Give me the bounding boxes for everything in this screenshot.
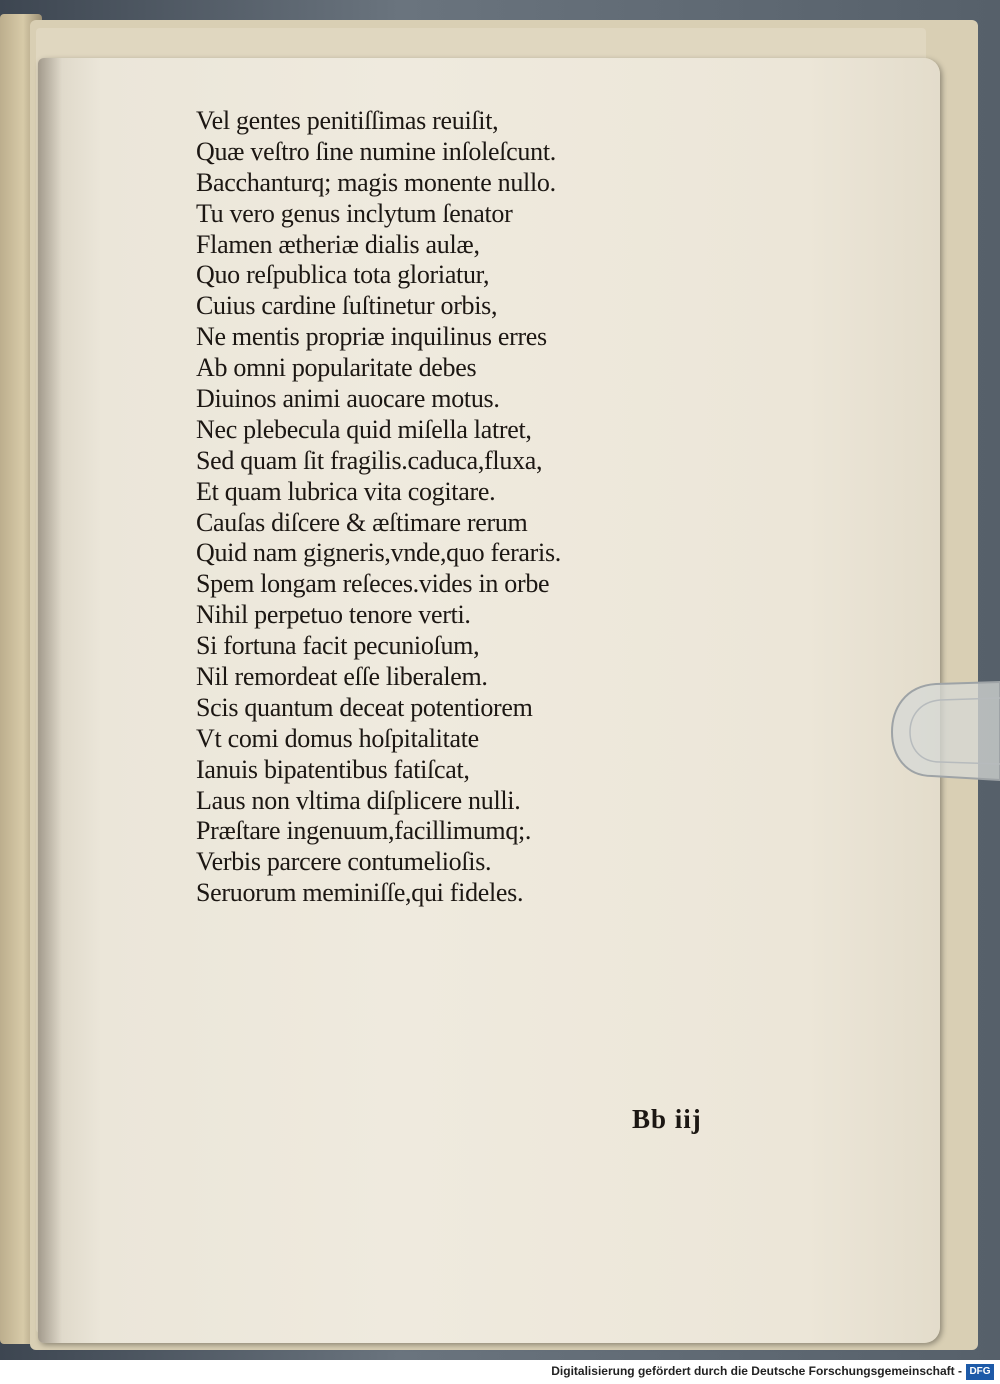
verse-line: Bacchanturq; magis monente nullo. xyxy=(196,167,556,197)
verse-line: Si fortuna facit pecunioſum, xyxy=(196,631,480,661)
verse-line: Vt comi domus hoſpitalitate xyxy=(196,723,479,753)
verse-line: Quæ veſtro ſine numine inſoleſcunt. xyxy=(196,136,556,166)
signature-mark: Bb iij xyxy=(632,1104,702,1134)
verse-line: Nec plebecula quid miſella latret, xyxy=(196,414,532,444)
verse-line: Laus non vltima diſplicere nulli. xyxy=(196,785,521,815)
verse-line: Spem longam reſeces.vides in orbe xyxy=(196,569,550,599)
verse-line: Quid nam gigneris,vnde,quo feraris. xyxy=(196,538,561,568)
verse-text xyxy=(196,106,756,909)
verse-line: Ab omni popularitate debes xyxy=(196,353,477,383)
footer-bar xyxy=(0,1360,1000,1384)
verse-line: Sed quam ſit fragilis.caduca,fluxa, xyxy=(196,445,543,475)
page-clip-icon xyxy=(888,676,1000,786)
verse-line: Verbis parcere contumelioſis. xyxy=(196,847,492,877)
verse-line: Quo reſpublica tota gloriatur, xyxy=(196,260,490,290)
verse-line: Nil remordeat eſſe liberalem. xyxy=(196,662,488,692)
verse-line: Ianuis bipatentibus fatiſcat, xyxy=(196,754,470,784)
verse-line: Tu vero genus inclytum ſenator xyxy=(196,198,513,228)
verse-line: Ne mentis propriæ inquilinus erres xyxy=(196,322,547,352)
verse-line: Nihil perpetuo tenore verti. xyxy=(196,600,471,630)
verse-line: Diuinos animi auocare motus. xyxy=(196,384,500,414)
gutter-shadow xyxy=(38,58,62,1343)
verse-line: Seruorum meminiſſe,qui fideles. xyxy=(196,878,524,908)
verse-line: Præſtare ingenuum,facillimumq;. xyxy=(196,816,532,846)
verse-line: Flamen ætheriæ dialis aulæ, xyxy=(196,229,480,259)
footer-credit: Digitalisierung gefördert durch die Deutsche Forschungsgemeinschaft - xyxy=(551,1364,962,1378)
dfg-logo: DFG xyxy=(966,1364,994,1380)
verse-line: Scis quantum deceat potentiorem xyxy=(196,692,533,722)
verse-line: Cuius cardine ſuſtinetur orbis, xyxy=(196,291,498,321)
verse-line: Et quam lubrica vita cogitare. xyxy=(196,476,496,506)
verse-line: Vel gentes penitiſſimas reuiſit, xyxy=(196,106,499,135)
verse-line: Cauſas diſcere & æſtimare rerum xyxy=(196,507,528,537)
